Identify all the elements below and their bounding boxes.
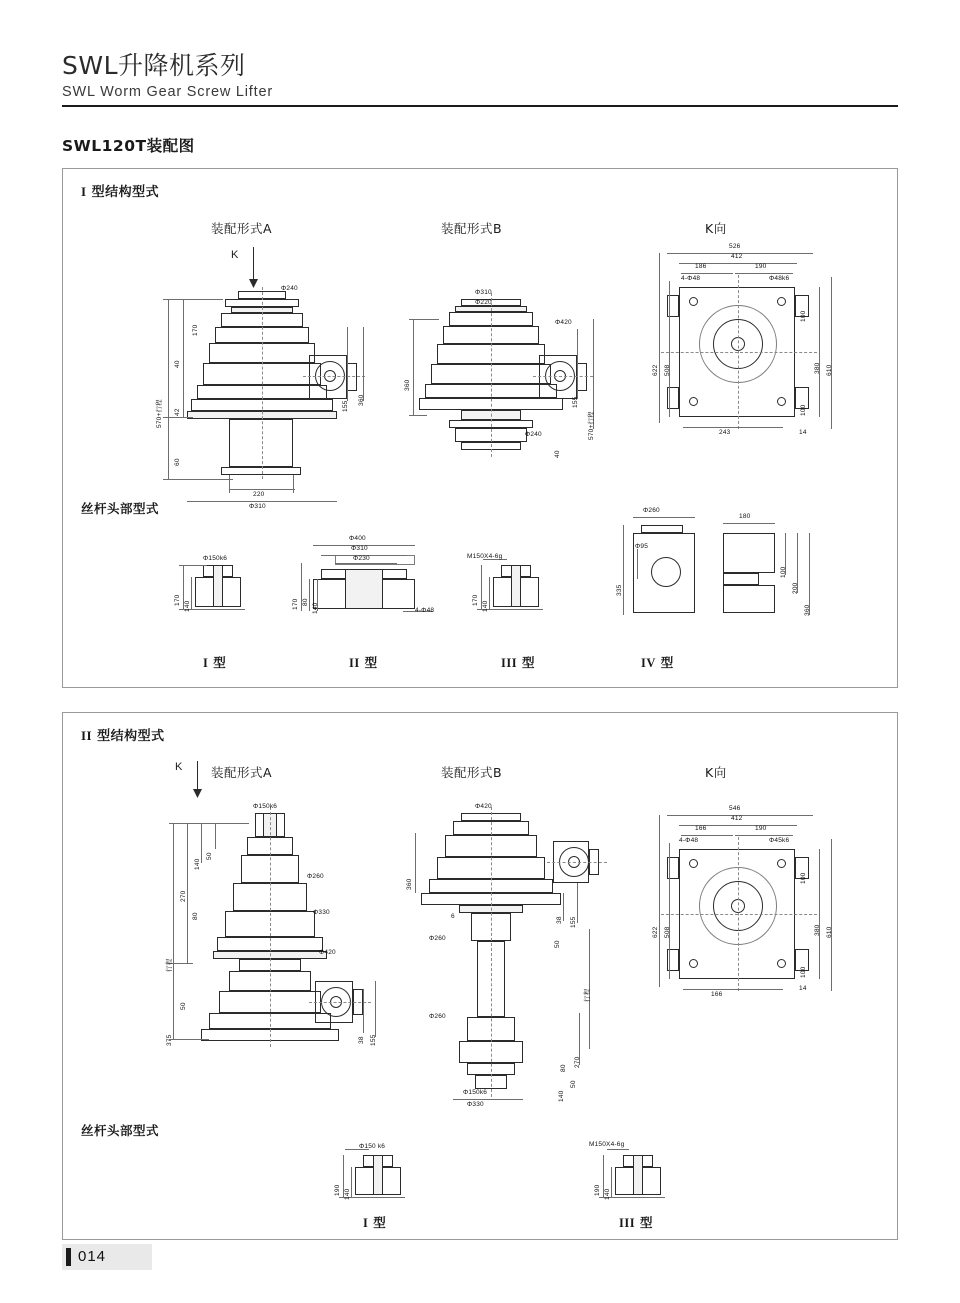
panel-1-label (81, 181, 159, 200)
dim-a-220: 220 (253, 491, 265, 498)
dim-2a-270: 270 (180, 890, 187, 902)
dim-2a-375: 375 (166, 1034, 173, 1046)
dim-h4-335: 335 (616, 584, 623, 596)
dim-2a-38: 38 (358, 1036, 365, 1044)
dim-2k-4phi48: 4-Φ48 (679, 837, 699, 844)
panel-1-column-b: 装配形式B (441, 221, 503, 236)
dim-k-14: 14 (799, 429, 807, 436)
header-divider (62, 105, 898, 107)
dim-k-190: 190 (755, 263, 767, 270)
dim-h1-170: 170 (174, 594, 181, 606)
dim-a-40: 40 (174, 360, 181, 368)
head-type-caption-2: II 型 (349, 655, 378, 670)
dim-2k-622: 622 (652, 926, 659, 938)
dim-2k-166: 166 (695, 825, 707, 832)
dim-k-622: 622 (652, 364, 659, 376)
dim-2a-phi150k6: Φ150k6 (253, 803, 278, 810)
footer-marker (66, 1248, 71, 1266)
panel-type-1 (62, 168, 898, 688)
dim-h4-180: 180 (739, 513, 751, 520)
dim-b-phi420: Φ420 (555, 319, 572, 326)
dim-h3-m150: M150X4-6g (467, 553, 503, 560)
dim-a-phi240: Φ240 (281, 285, 298, 292)
head2-type-caption-1: I 型 (363, 1215, 387, 1230)
dim-b-phi240: Φ240 (525, 431, 542, 438)
panel-1-label-text: 型结构型式 (91, 185, 160, 200)
dim-2a-140: 140 (194, 858, 201, 870)
k-arrow-head-2 (193, 789, 202, 798)
dim-2a-phi420: Φ420 (319, 949, 336, 956)
dim-2b-phi260: Φ260 (429, 935, 446, 942)
dim-2h3-140: 140 (604, 1188, 611, 1200)
dim-a-570: 570+行程 (156, 399, 163, 428)
screw-head-label-1: 丝杆头部型式 (81, 501, 160, 516)
dim-2k-100-top: 100 (800, 872, 807, 884)
dim-a-phi310: Φ310 (249, 503, 266, 510)
dim-a-60: 60 (174, 458, 181, 466)
dim-2k-phi45k6: Φ45k6 (769, 837, 790, 844)
dim-a-360: 360 (358, 394, 365, 406)
dim-h1-140: 140 (184, 600, 191, 612)
dim-a-42: 42 (174, 408, 181, 416)
panel-1-label-roman: I (81, 184, 87, 199)
dim-2b-50b: 50 (570, 1080, 577, 1088)
page-title-en: SWL Worm Gear Screw Lifter (62, 84, 273, 100)
head-type-caption-1: I 型 (203, 655, 227, 670)
section-title: SWL120T装配图 (62, 137, 195, 155)
dim-2b-140: 140 (558, 1090, 565, 1102)
dim-2k-14: 14 (799, 985, 807, 992)
panel-1-column-k: K向 (705, 221, 727, 236)
dim-2a-50: 50 (206, 852, 213, 860)
dim-b-360: 360 (404, 379, 411, 391)
dim-2a-phi260: Φ260 (307, 873, 324, 880)
dim-k-610: 610 (826, 364, 833, 376)
dim-h4-phi95: Φ95 (635, 543, 649, 550)
dim-k-phi48k6: Φ48k6 (769, 275, 790, 282)
dim-2k-508: 508 (664, 926, 671, 938)
dim-b-570: 570+行程 (588, 411, 595, 440)
page-number: 014 (78, 1248, 107, 1265)
dim-h2-phi400: Φ400 (349, 535, 366, 542)
k-direction-mark-2: K (175, 761, 183, 773)
dim-h3-170: 170 (472, 594, 479, 606)
k-arrow-head (249, 279, 258, 288)
panel-2-column-a: 装配形式A (211, 765, 273, 780)
dim-k-100-bottom: 100 (800, 404, 807, 416)
panel-2-column-k: K向 (705, 765, 727, 780)
dim-h2-phi230: Φ230 (353, 555, 370, 562)
k-arrow-shaft-2 (197, 761, 198, 791)
dim-2b-270: 270 (574, 1056, 581, 1068)
dim-a-170: 170 (192, 324, 199, 336)
dim-b-40: 40 (554, 450, 561, 458)
dim-2h3-190: 190 (594, 1184, 601, 1196)
dim-h2-phi310: Φ310 (351, 545, 368, 552)
dim-2b-360: 360 (406, 878, 413, 890)
dim-k-508: 508 (664, 364, 671, 376)
dim-h2-170: 170 (292, 598, 299, 610)
dim-2a-80: 80 (192, 912, 199, 920)
dim-b-phi310: Φ310 (475, 289, 492, 296)
dim-2b-phi330: Φ330 (467, 1101, 484, 1108)
panel-2-label-text: 型结构型式 (97, 729, 165, 744)
dim-2a-50b: 50 (180, 1002, 187, 1010)
dim-b-phi220: Φ220 (475, 299, 492, 306)
dim-2b-6: 6 (451, 913, 455, 920)
head-type-caption-4: IV 型 (641, 655, 674, 670)
dim-2a-phi330: Φ330 (313, 909, 330, 916)
dim-h2-140: 140 (312, 602, 319, 614)
dim-2a-xingcheng: 行程 (166, 958, 173, 972)
dim-h2-80: 80 (302, 598, 309, 606)
dim-h1-phi150k6: Φ150k6 (203, 555, 228, 562)
dim-k-526: 526 (729, 243, 741, 250)
dim-2b-50: 50 (554, 940, 561, 948)
dim-h4-phi260: Φ260 (643, 507, 660, 514)
dim-h4-100: 100 (780, 566, 787, 578)
dim-h4-360: 360 (804, 604, 811, 616)
dim-2b-38: 38 (556, 916, 563, 924)
dim-2a-155: 155 (370, 1034, 377, 1046)
dim-2k-380: 380 (814, 924, 821, 936)
head-type-caption-3: III 型 (501, 655, 535, 670)
screw-head-label-2: 丝杆头部型式 (81, 1123, 160, 1138)
k-arrow-shaft (253, 247, 254, 281)
dim-2b-phi420: Φ420 (475, 803, 492, 810)
dim-k-4phi48: 4-Φ48 (681, 275, 701, 282)
dim-2k-190: 190 (755, 825, 767, 832)
head2-type-caption-2: III 型 (619, 1215, 653, 1230)
dim-2h3-m150: M150X4-6g (589, 1141, 625, 1148)
dim-2b-80: 80 (560, 1064, 567, 1072)
dim-k-243: 243 (719, 429, 731, 436)
dim-k-412: 412 (731, 253, 743, 260)
dim-2k-610: 610 (826, 926, 833, 938)
dim-h4-200: 200 (792, 582, 799, 594)
k-direction-mark-1: K (231, 249, 239, 261)
dim-2h1-190: 190 (334, 1184, 341, 1196)
dim-a-155: 155 (342, 400, 349, 412)
dim-2b-phi260b: Φ260 (429, 1013, 446, 1020)
dim-2k-100-bottom: 100 (800, 966, 807, 978)
dim-2k-166b: 166 (711, 991, 723, 998)
dim-k-100-top: 100 (800, 310, 807, 322)
panel-2-label (81, 725, 165, 744)
dim-2h1-140: 140 (344, 1188, 351, 1200)
dim-k-380: 380 (814, 362, 821, 374)
page-title-cn: SWL升降机系列 (62, 51, 246, 80)
dim-b-155: 155 (572, 396, 579, 408)
panel-2-label-roman: II (81, 728, 93, 743)
dim-h2-4phi48: 4-Φ48 (415, 607, 435, 614)
page-footer (62, 1244, 152, 1270)
panel-2-column-b: 装配形式B (441, 765, 503, 780)
panel-1-column-a: 装配形式A (211, 221, 273, 236)
panel-type-2 (62, 712, 898, 1240)
dim-2h1-phi150k6: Φ150 k6 (359, 1143, 386, 1150)
dim-2b-155: 155 (570, 916, 577, 928)
dim-2b-xingcheng: 行程 (584, 988, 591, 1002)
footer-background (62, 1244, 152, 1270)
dim-2k-546: 546 (729, 805, 741, 812)
dim-k-186: 186 (695, 263, 707, 270)
dim-2b-phi150k6: Φ150k6 (463, 1089, 488, 1096)
dim-h3-140: 140 (482, 600, 489, 612)
dim-2k-412: 412 (731, 815, 743, 822)
document-header (62, 46, 898, 100)
